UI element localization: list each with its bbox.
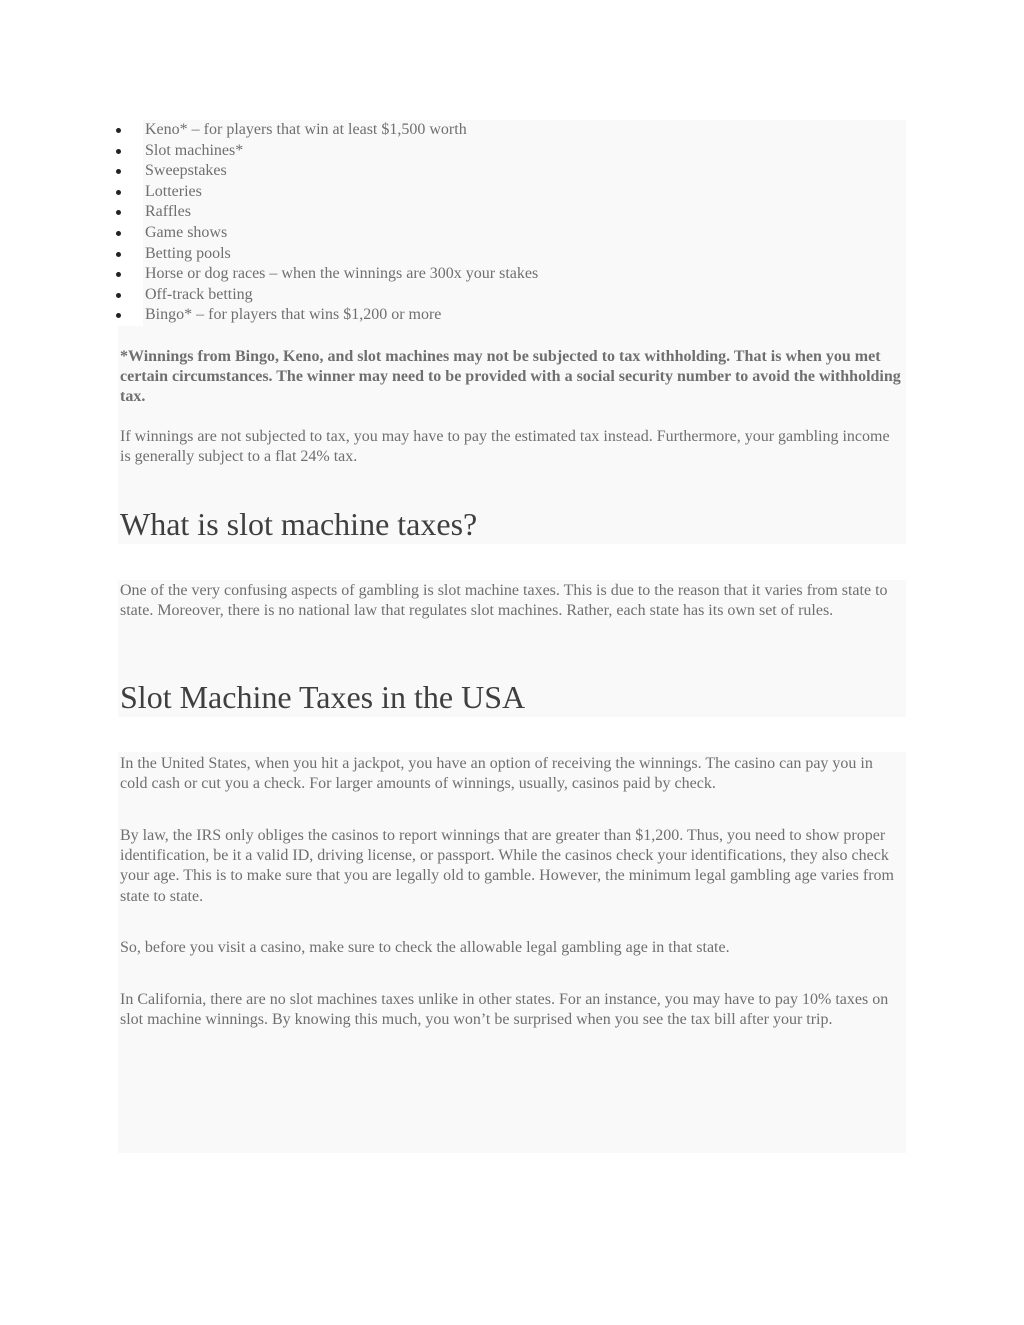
list-item-text: Game shows [145,223,228,241]
list-item [120,182,538,203]
list-item-text: Betting pools [145,244,231,262]
list-item-text: Raffles [145,203,191,221]
bullet-icon [116,313,121,318]
withholding-note: *Winnings from Bingo, Keno, and slot machines may not be subjected to tax withholding. That is when you met certain circumstances. The winner may need to be provided with a social security number to avoid the withholding tax. [120,348,901,406]
list-item [120,244,538,265]
list-item [120,141,538,162]
list-item [120,202,538,223]
list-item-text: Slot machines* [145,141,244,159]
list-item-text: Lotteries [145,182,202,200]
heading-slot-machine-taxes: What is slot machine taxes? [120,506,478,542]
bullet-icon [116,190,121,195]
list-item [120,285,538,306]
list-item-text: Off-track betting [145,285,253,303]
list-item-text: Keno* – for players that win at least $1,500 worth [145,121,467,138]
bullet-icon [116,149,121,154]
list-item [120,161,538,182]
bullet-icon [116,272,121,277]
list-item-text: Horse or dog races – when the winnings are 300x your stakes [145,265,539,283]
gambling-types-list [120,120,538,326]
bullet-icon [116,128,121,133]
bullet-icon [116,210,121,215]
visit-casino-paragraph: So, before you visit a casino, make sure to check the allowable legal gambling age in that state. [120,939,730,956]
heading-usa-taxes: Slot Machine Taxes in the USA [120,679,526,715]
california-paragraph: In California, there are no slot machines taxes unlike in other states. For an instance, you may have to pay 10% taxes on slot machine winnings. By knowing this much, you won’t be surprised when you see the tax bill after your trip. [120,991,889,1029]
list-item-text: Bingo* – for players that wins $1,200 or more [145,306,442,324]
bullet-icon [116,252,121,257]
jackpot-paragraph: In the United States, when you hit a jackpot, you have an option of receiving the winnings. The casino can pay you in cold cash or cut you a check. For larger amounts of winnings, usually, casinos paid by check. [120,755,873,793]
bullet-icon [116,293,121,298]
list-item-text: Sweepstakes [145,162,227,180]
list-item [120,264,538,285]
bullet-icon [116,169,121,174]
list-item [120,120,538,141]
bullet-icon [116,231,121,236]
list-item [120,223,538,244]
estimated-tax-paragraph: If winnings are not subjected to tax, you may have to pay the estimated tax instead. Furthermore, your gambling income is generally subject to a flat 24% tax. [120,428,890,466]
list-item [120,305,538,326]
confusing-aspects-paragraph: One of the very confusing aspects of gambling is slot machine taxes. This is due to the reason that it varies from state to state. Moreover, there is no national law that regulates slot machines. Rather, each state has its own set of rules. [120,582,888,620]
irs-paragraph: By law, the IRS only obliges the casinos to report winnings that are greater than $1,200. Thus, you need to show proper identification, be it a valid ID, driving license, or passport. While the casinos check your identifications, they also check your age. This is to make sure that you are legally old to gamble. However, the minimum legal gambling age varies from state to state. [120,827,894,905]
